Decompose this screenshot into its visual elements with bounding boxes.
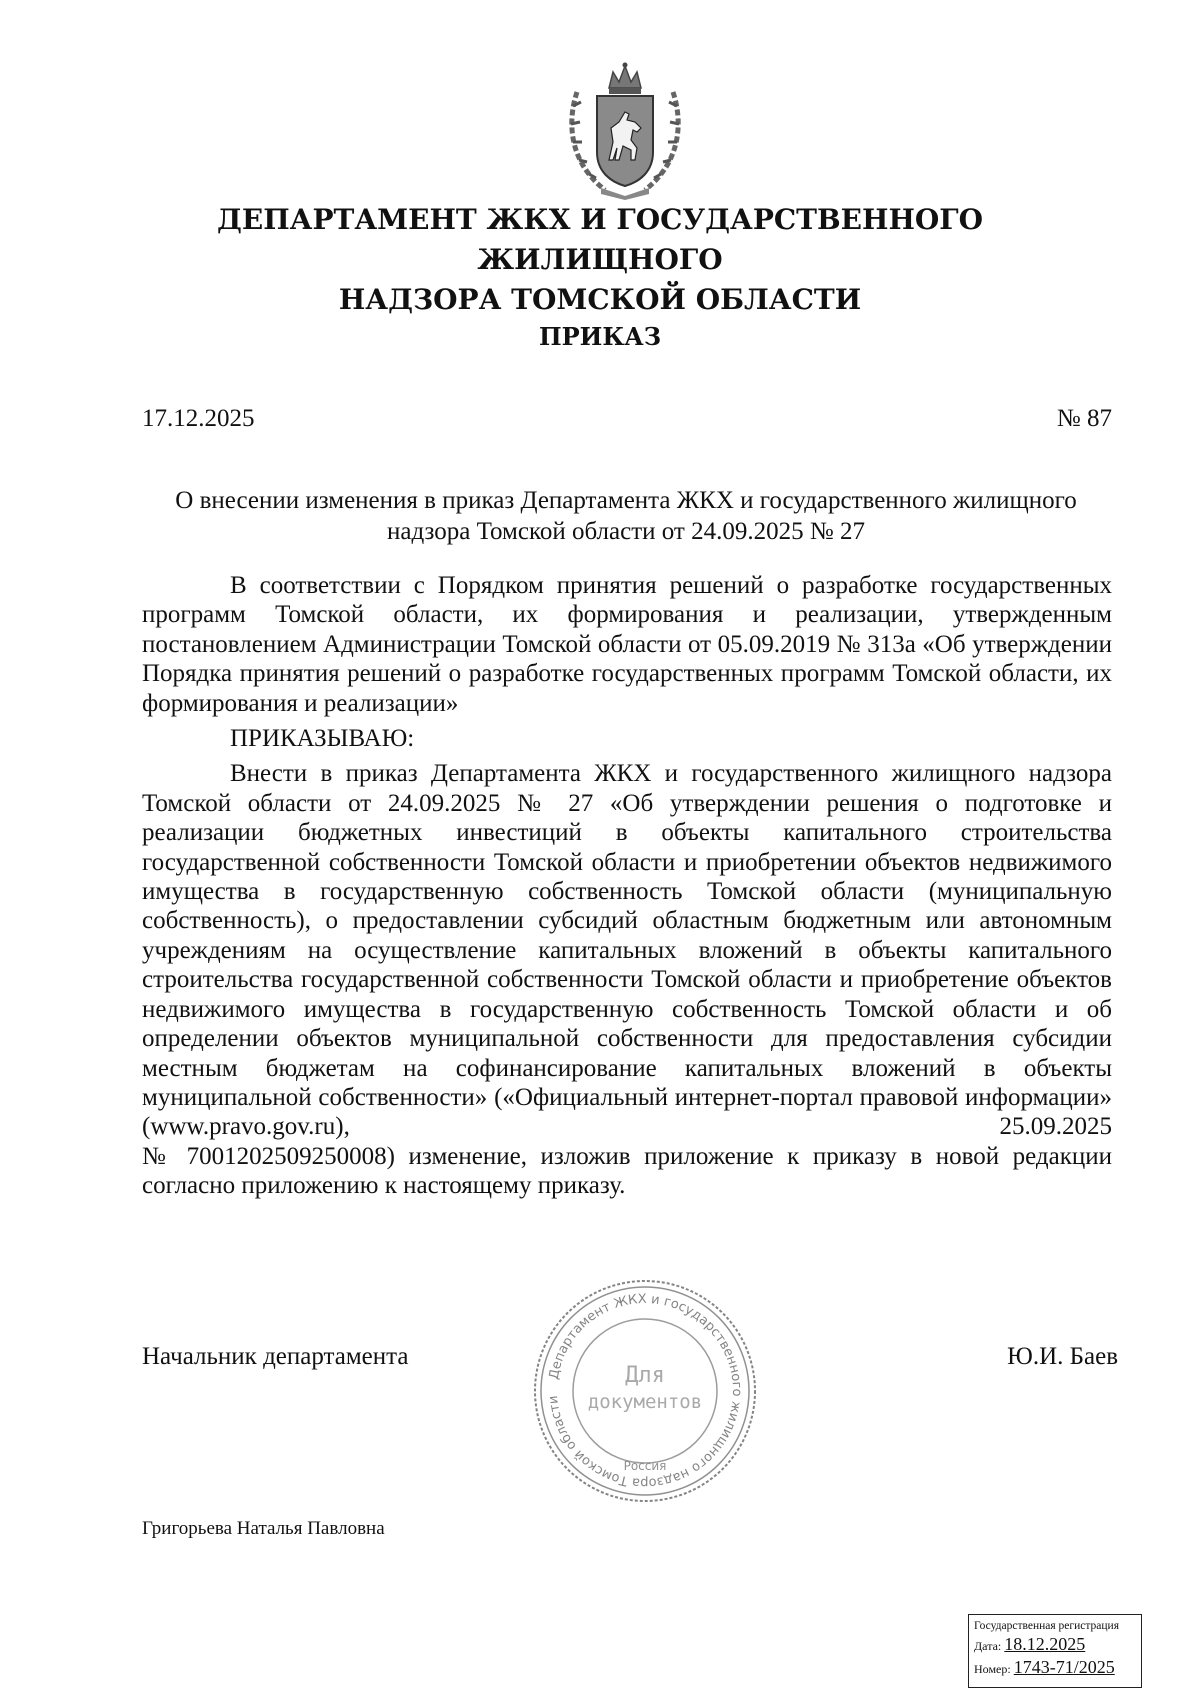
department-title-line1: ДЕПАРТАМЕНТ ЖКХ И ГОСУДАРСТВЕННОГО ЖИЛИЩНОГО bbox=[216, 203, 984, 276]
main-paragraph-part1: Внести в приказ Департамента ЖКХ и государственного жилищного надзора Томской области от 24.09.2025 № 27 «Об утверждении решения о подготовке и реализации бюджетных инвестиций в объекты капитального строительства государственной собственности Томской области и приобретении объектов недвижимого имущества в государственную собственность Томской области (муниципальную собственность), о предоставлении субсидий областным бюджетным или автономным учреждениям на осуществление капитальных вложений в объекты капитального строительства государственной собственности Томской области и приобретение объектов недвижимого имущества в государственную собственность Томской области и об определении объектов муниципальной собственности для предоставления субсидии местным бюджетам на софинансирование капитальных вложений в объекты муниципальной собственности» («Официальный интернет-портал правовой информации» (www.pravo.gov.ru), 25.09.2025 bbox=[142, 760, 1112, 1141]
registration-date-label: Дата: bbox=[974, 1639, 1002, 1653]
registration-date-value: 18.12.2025 bbox=[1004, 1634, 1086, 1654]
decree-word: ПРИКАЗЫВАЮ: bbox=[230, 725, 415, 753]
main-paragraph bbox=[142, 759, 1112, 1200]
document-type: ПРИКАЗ bbox=[538, 322, 662, 351]
registration-number-label: Номер: bbox=[974, 1662, 1011, 1676]
department-title-line2: НАДЗОРА ТОМСКОЙ ОБЛАСТИ bbox=[338, 283, 862, 316]
stamp-center-line2: документов bbox=[587, 1391, 703, 1413]
registration-title: Государственная регистрация bbox=[974, 1620, 1119, 1632]
registration-box bbox=[968, 1614, 1142, 1688]
main-paragraph-part2: № 7001202509250008) изменение, изложив приложение к приказу в новой редакции согласно приложению к настоящему приказу. bbox=[142, 1142, 1112, 1200]
document-number: № 87 bbox=[1056, 405, 1112, 432]
stamp-center-line1: Для bbox=[625, 1363, 665, 1388]
signatory-name: Ю.И. Баев bbox=[1007, 1343, 1118, 1370]
stamp-bottom-text: Россия bbox=[623, 1459, 667, 1473]
stamp-ring-text: Департамент ЖКХ и государственного жилищного надзора Томской области bbox=[546, 1291, 745, 1491]
preamble-paragraph: В соответствии с Порядком принятия решений о разработке государственных программ Томской области, их формирования и реализации, утвержденным постановлением Администрации Томской области от 05.09.2019 № 313а «Об утверждении Порядка принятия решений о разработке государственных программ Томской области, их формирования и реализации» bbox=[142, 572, 1112, 717]
executor-name: Григорьева Наталья Павловна bbox=[142, 1518, 385, 1539]
document-subject bbox=[140, 485, 1112, 547]
document-date: 17.12.2025 bbox=[142, 405, 255, 432]
department-title bbox=[100, 200, 1100, 320]
document-body bbox=[142, 571, 1112, 1201]
signatory-position: Начальник департамента bbox=[142, 1343, 409, 1370]
registration-date-row bbox=[974, 1634, 1136, 1657]
tomsk-oblast-coat-of-arms-icon bbox=[565, 62, 685, 200]
subject-line1: О внесении изменения в приказ Департамента ЖКХ и государственного жилищного bbox=[175, 487, 1077, 514]
registration-number-value: 1743-71/2025 bbox=[1013, 1657, 1115, 1677]
subject-line2: надзора Томской области от 24.09.2025 № 27 bbox=[387, 518, 865, 545]
official-stamp bbox=[532, 1278, 758, 1504]
registration-number-row bbox=[974, 1657, 1136, 1680]
